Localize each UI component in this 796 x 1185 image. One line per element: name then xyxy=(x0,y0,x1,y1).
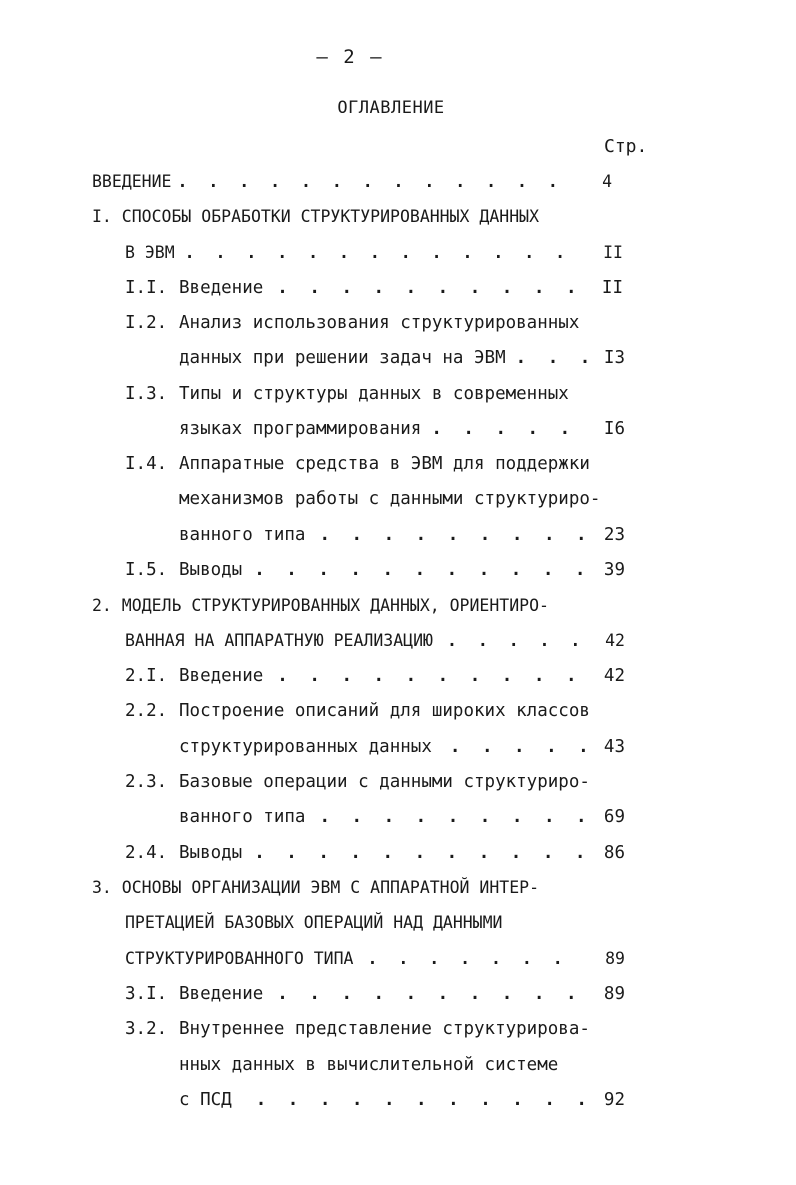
section-number: I.4. xyxy=(125,454,168,474)
toc-entry xyxy=(92,169,612,195)
toc-entry xyxy=(179,804,625,830)
toc-entry xyxy=(125,946,625,972)
toc-entry xyxy=(125,451,625,477)
toc-entry xyxy=(92,204,652,230)
leader-dots: . . . . . . . . . . . xyxy=(254,560,591,580)
leader-dots: . . . . . . . . . . . xyxy=(255,1090,593,1110)
toc-entry xyxy=(92,875,652,901)
toc-entry xyxy=(179,486,625,512)
page-title: ОГЛАВЛЕНИЕ xyxy=(337,98,445,118)
toc-entry-text: языках программирования xyxy=(179,419,422,439)
toc-entry-text: Выводы xyxy=(179,560,243,580)
leader-dots: . . . xyxy=(515,348,596,368)
toc-entry xyxy=(125,557,625,583)
toc-page-number: 42 xyxy=(603,666,625,686)
toc-entry-text: механизмов работы с данными структуриро- xyxy=(179,489,601,509)
toc-page-number: 92 xyxy=(603,1090,625,1110)
toc-entry xyxy=(125,275,623,301)
toc-entry-text: структурированных данных xyxy=(179,737,432,757)
toc-entry xyxy=(179,1052,625,1078)
toc-entry xyxy=(125,381,625,407)
toc-page-number: 89 xyxy=(605,949,625,968)
toc-entry xyxy=(125,769,625,795)
toc-entry xyxy=(125,1016,645,1042)
toc-entry-text: Внутреннее представление структурирова- xyxy=(179,1019,590,1039)
toc-page-number: I6 xyxy=(603,419,625,439)
toc-page-number: II xyxy=(601,278,623,298)
toc-entry xyxy=(125,628,625,654)
section-number: I.3. xyxy=(125,384,168,404)
leader-dots: . . . . . . . . . . xyxy=(277,984,582,1004)
toc-entry-text: I. СПОСОБЫ ОБРАБОТКИ СТРУКТУРИРОВАННЫХ ДАННЫХ xyxy=(92,207,540,226)
toc-entry-text: Аппаратные средства в ЭВМ для поддержки xyxy=(179,454,590,474)
page-number: – 2 – xyxy=(316,46,384,68)
toc-entry xyxy=(125,910,645,936)
leader-dots: . . . . . . . . . . . . . xyxy=(184,243,571,262)
toc-entry-text: Анализ использования структурированных xyxy=(179,313,580,333)
leader-dots: . . . . . . . . . xyxy=(319,525,593,545)
toc-entry-text: ванного типа xyxy=(179,807,306,827)
toc-entry-text: нных данных в вычислительной системе xyxy=(179,1055,559,1075)
toc-page-number: I3 xyxy=(603,348,625,368)
section-number: I.I. xyxy=(125,278,168,298)
toc-entry-text: СТРУКТУРИРОВАННОГО ТИПА xyxy=(125,949,354,968)
leader-dots: . . . . . . . . . . xyxy=(277,666,582,686)
toc-entry xyxy=(179,1087,625,1113)
toc-entry-text: Введение xyxy=(179,278,264,298)
toc-entry xyxy=(179,345,625,371)
toc-page-number: 39 xyxy=(603,560,625,580)
toc-entry xyxy=(125,310,625,336)
leader-dots: . . . . . . . . . . xyxy=(277,278,582,298)
toc-entry-text: Введение xyxy=(179,984,264,1004)
leader-dots: . . . . . xyxy=(446,631,586,650)
toc-entry-text: Типы и структуры данных в современных xyxy=(179,384,569,404)
toc-page-number: 89 xyxy=(603,984,625,1004)
leader-dots: . . . . . . . . . . . . . xyxy=(177,172,564,191)
toc-entry xyxy=(125,840,625,866)
toc-entry-text: 3. ОСНОВЫ ОРГАНИЗАЦИИ ЭВМ С АППАРАТНОЙ ИНТЕР- xyxy=(92,878,540,897)
section-number: I.2. xyxy=(125,313,168,333)
toc-page-number: 4 xyxy=(602,172,612,191)
leader-dots: . . . . . xyxy=(449,737,595,757)
toc-entry-text: ВАННАЯ НА АППАРАТНУЮ РЕАЛИЗАЦИЮ xyxy=(125,631,433,650)
toc-entry xyxy=(125,240,623,266)
toc-entry xyxy=(179,522,625,548)
leader-dots: . . . . . . . xyxy=(367,949,569,968)
leader-dots: . . . . . xyxy=(431,419,576,439)
toc-page-number: 43 xyxy=(603,737,625,757)
toc-entry-text: В ЭВМ xyxy=(125,243,175,262)
toc-page-number: 23 xyxy=(603,525,625,545)
section-number: 2.4. xyxy=(125,843,168,863)
section-number: 2.3. xyxy=(125,772,168,792)
toc-page-number: 42 xyxy=(605,631,625,650)
toc-entry xyxy=(125,663,625,689)
section-number: I.5. xyxy=(125,560,168,580)
toc-entry xyxy=(92,593,652,619)
toc-entry xyxy=(125,698,645,724)
toc-entry-text: Построение описаний для широких классов xyxy=(179,701,590,721)
toc-entry-text: ванного типа xyxy=(179,525,306,545)
toc-entry xyxy=(179,734,625,760)
toc-entry-text: ПРЕТАЦИЕЙ БАЗОВЫХ ОПЕРАЦИЙ НАД ДАННЫМИ xyxy=(125,913,503,932)
leader-dots: . . . . . . . . . xyxy=(319,807,593,827)
toc-entry-text: Введение xyxy=(179,666,264,686)
toc-entry-text: данных при решении задач на ЭВМ xyxy=(179,348,506,368)
section-number: 2.2. xyxy=(125,701,168,721)
section-number: 3.2. xyxy=(125,1019,168,1039)
toc-entry-text: Базовые операции с данными структуриро- xyxy=(179,772,590,792)
toc-entry xyxy=(179,416,625,442)
toc-entry-text: Выводы xyxy=(179,843,243,863)
page-column-label: Стр. xyxy=(604,136,648,157)
toc-entry-text: 2. МОДЕЛЬ СТРУКТУРИРОВАННЫХ ДАННЫХ, ОРИЕНТИРО- xyxy=(92,596,549,615)
toc-entry xyxy=(125,981,625,1007)
section-number: 3.I. xyxy=(125,984,168,1004)
toc-entry-text: ВВЕДЕНИЕ xyxy=(92,172,172,191)
toc-page-number: II xyxy=(603,243,623,262)
toc-page-number: 86 xyxy=(603,843,625,863)
leader-dots: . . . . . . . . . . . xyxy=(254,843,591,863)
section-number: 2.I. xyxy=(125,666,168,686)
toc-entry-text: с ПСД xyxy=(179,1090,232,1110)
toc-page-number: 69 xyxy=(603,807,625,827)
